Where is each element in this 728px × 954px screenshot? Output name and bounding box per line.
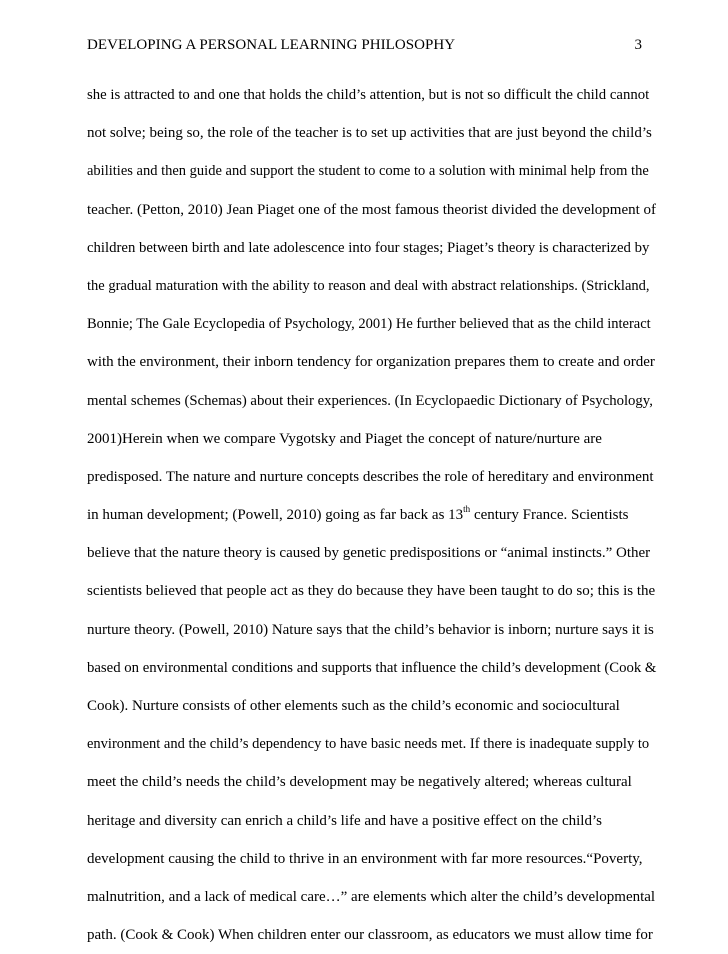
body-text	[87, 76, 657, 954]
text-line-21: development causing the child to thrive in an environment with far more resources.“Poverty,	[87, 850, 643, 867]
text-line-20: heritage and diversity can enrich a child’s life and have a positive effect on the child’s	[87, 812, 602, 829]
text-line-23: path. (Cook & Cook) When children enter our classroom, as educators we must allow time for	[87, 927, 653, 944]
text-line-7: Bonnie; The Gale Ecyclopedia of Psychology, 2001) He further believed that as the child interact	[87, 316, 651, 333]
running-head: DEVELOPING A PERSONAL LEARNING PHILOSOPHY	[87, 37, 456, 53]
text-line-6: the gradual maturation with the ability to reason and deal with abstract relationships. (Strickland,	[87, 277, 650, 294]
text-line-19: meet the child’s needs the child’s development may be negatively altered; whereas cultural	[87, 774, 632, 791]
text-line-11: predisposed. The nature and nurture concepts describes the role of hereditary and environment	[87, 468, 654, 485]
text-line-12-after: century France. Scientists	[470, 507, 629, 524]
text-line-5: children between birth and late adolescence into four stages; Piaget’s theory is characterized by	[87, 239, 650, 256]
text-line-9: mental schemes (Schemas) about their experiences. (In Ecyclopaedic Dictionary of Psychology,	[87, 392, 653, 409]
text-line-12-before: in human development; (Powell, 2010) going as far back as 13	[87, 507, 464, 524]
text-line-14: scientists believed that people act as they do because they have been taught to do so; this is the	[87, 583, 656, 600]
text-line-2: not solve; being so, the role of the teacher is to set up activities that are just beyond the child’s	[87, 125, 652, 142]
ordinal-superscript: th	[463, 504, 471, 515]
text-line-16: based on environmental conditions and supports that influence the child’s development (Cook &	[87, 659, 657, 676]
text-line-12	[87, 496, 657, 534]
text-line-1: she is attracted to and one that holds the child’s attention, but is not so difficult the child cannot	[87, 87, 650, 103]
text-line-17: Cook). Nurture consists of other elements such as the child’s economic and sociocultural	[87, 698, 620, 714]
text-line-22: malnutrition, and a lack of medical care…” are elements which alter the child’s developmental	[87, 888, 656, 905]
text-line-8: with the environment, their inborn tendency for organization prepares them to create and order	[87, 354, 655, 371]
text-line-13: believe that the nature theory is caused by genetic predispositions or “animal instincts.” Other	[87, 545, 651, 562]
text-line-18: environment and the child’s dependency to have basic needs met. If there is inadequate supply to	[87, 736, 650, 753]
text-line-3: abilities and then guide and support the student to come to a solution with minimal help from the	[87, 163, 649, 180]
page-number: 3	[634, 37, 642, 53]
text-line-4: teacher. (Petton, 2010) Jean Piaget one of the most famous theorist divided the development of	[87, 201, 657, 218]
text-line-15: nurture theory. (Powell, 2010) Nature says that the child’s behavior is inborn; nurture says it is	[87, 621, 654, 638]
text-line-10: 2001)Herein when we compare Vygotsky and Piaget the concept of nature/nurture are	[87, 430, 602, 447]
